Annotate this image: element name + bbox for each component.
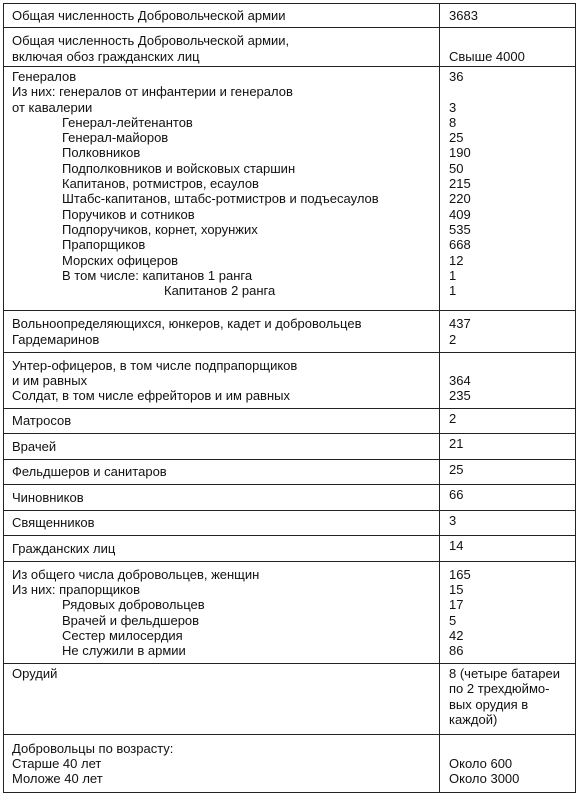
label-text: Капитанов, ротмистров, есаулов (62, 176, 259, 192)
label-text: Подполковников и войсковых старшин (62, 160, 296, 176)
value-cell (440, 511, 575, 535)
value-text: 3 (449, 99, 457, 115)
value-text: 165 (449, 566, 471, 582)
label-text: Морских офицеров (62, 252, 179, 268)
value-cell (440, 409, 575, 433)
value-cell (440, 664, 575, 734)
table-row (4, 460, 575, 485)
value-text: 3683 (449, 7, 478, 23)
value-text: 3 (449, 513, 457, 528)
value-text: Свыше 4000 (449, 48, 525, 64)
label-text: Врачей и фельдшеров (62, 612, 200, 628)
label-cell (4, 28, 440, 66)
label-text: Старше 40 лет (12, 755, 102, 771)
value-text: 220 (449, 191, 471, 207)
value-text (449, 358, 567, 373)
label-text: и им равных (12, 372, 88, 388)
army-composition-table (3, 3, 576, 793)
value-cell (440, 67, 575, 310)
value-text: 17 (449, 597, 464, 613)
label-text: Не служили в армии (62, 643, 186, 659)
value-text: 86 (449, 643, 464, 659)
value-text: 409 (449, 206, 471, 222)
label-cell (4, 409, 440, 433)
value-text (449, 84, 567, 99)
table-row (4, 434, 575, 460)
value-cell (440, 735, 575, 792)
label-text: Капитанов 2 ранга (164, 283, 276, 299)
table-row (4, 562, 575, 664)
label-text: Общая численность Добровольческой армии (12, 7, 286, 23)
value-text: Около 600 (449, 755, 513, 771)
value-text: 190 (449, 145, 471, 161)
table-row (4, 485, 575, 511)
label-text: Гардемаринов (12, 331, 100, 347)
value-text: 21 (449, 436, 464, 451)
value-text: 8 (четыре батареи (449, 666, 560, 681)
label-text: Моложе 40 лет (12, 771, 103, 787)
value-text: 25 (449, 462, 464, 477)
label-text: Гражданских лиц (12, 540, 116, 556)
table-row (4, 536, 575, 562)
label-text: Из них: прапорщиков (12, 581, 141, 597)
label-text: Сестер милосердия (62, 627, 183, 643)
label-cell (4, 434, 440, 459)
value-text: 12 (449, 252, 464, 268)
label-text: Фельдшеров и санитаров (12, 464, 167, 480)
label-cell (4, 562, 440, 663)
label-text: Вольноопределяющихся, юнкеров, кадет и добровольцев (12, 316, 362, 332)
value-text: 437 (449, 316, 471, 332)
value-text: 42 (449, 627, 464, 643)
label-text: Унтер-офицеров, в том числе подпрапорщиков (12, 357, 298, 373)
label-text: Священников (12, 515, 95, 531)
table-row (4, 735, 575, 792)
table-row (4, 28, 575, 67)
label-text: Солдат, в том числе ефрейторов и им равных (12, 388, 290, 404)
label-cell (4, 735, 440, 792)
table-row (4, 511, 575, 536)
label-cell (4, 664, 440, 734)
value-text: 36 (449, 69, 464, 84)
value-text: 215 (449, 176, 471, 192)
label-text: Орудий (12, 666, 58, 681)
label-text: Рядовых добровольцев (62, 597, 205, 613)
label-cell (4, 511, 440, 535)
value-cell (440, 4, 575, 27)
label-cell (4, 485, 440, 510)
value-text: вых орудия в (449, 696, 529, 712)
table-row (4, 311, 575, 353)
value-text: 235 (449, 388, 471, 404)
table-row (4, 353, 575, 409)
label-text: Поручиков и сотников (62, 206, 195, 222)
value-text: 50 (449, 160, 464, 176)
label-cell (4, 311, 440, 352)
label-text: Подпоручиков, корнет, хорунжих (62, 221, 258, 237)
label-cell (4, 4, 440, 27)
value-text: 1 (449, 283, 457, 299)
value-text: 535 (449, 221, 471, 237)
label-text: Из общего числа добровольцев, женщин (12, 566, 260, 582)
value-cell (440, 485, 575, 510)
label-text: Генералов (12, 69, 77, 84)
table-row (4, 4, 575, 28)
label-cell (4, 67, 440, 310)
value-text: по 2 трехдюймо- (449, 681, 550, 697)
label-text: В том числе: капитанов 1 ранга (62, 267, 253, 283)
value-cell (440, 28, 575, 66)
label-cell (4, 460, 440, 484)
table-row (4, 409, 575, 434)
table-row (4, 664, 575, 735)
value-text: 5 (449, 612, 457, 628)
label-cell (4, 536, 440, 561)
label-text: Штабс-капитанов, штабс-ротмистров и подъесаулов (62, 191, 379, 207)
label-text: Врачей (12, 438, 57, 454)
value-text: каждой) (449, 711, 498, 727)
value-text: Около 3000 (449, 771, 520, 787)
value-cell (440, 353, 575, 408)
value-cell (440, 536, 575, 561)
value-text: 15 (449, 581, 464, 597)
value-cell (440, 562, 575, 663)
value-text: 668 (449, 237, 471, 253)
value-text (449, 741, 567, 756)
value-text: 14 (449, 538, 464, 553)
value-text: 364 (449, 372, 471, 388)
value-cell (440, 311, 575, 352)
value-text: 66 (449, 487, 464, 502)
value-text: 1 (449, 267, 457, 283)
value-cell (440, 460, 575, 484)
value-text: 2 (449, 411, 457, 426)
label-text: Генерал-майоров (62, 130, 169, 146)
label-text: Прапорщиков (62, 237, 146, 253)
value-text: 8 (449, 114, 457, 130)
value-text: 25 (449, 130, 464, 146)
label-text: Чиновников (12, 489, 84, 505)
label-text: Из них: генералов от инфантерии и генералов (12, 84, 293, 100)
label-text: от кавалерии (12, 99, 93, 115)
label-text: включая обоз гражданских лиц (12, 48, 200, 64)
label-text: Матросов (12, 413, 72, 429)
label-text: Общая численность Добровольческой армии, (12, 33, 290, 49)
value-cell (440, 434, 575, 459)
label-text: Генерал-лейтенантов (62, 114, 193, 130)
table-row (4, 67, 575, 311)
label-cell (4, 353, 440, 408)
value-text: 2 (449, 331, 457, 347)
label-text: Добровольцы по возрасту: (12, 740, 174, 756)
label-text: Полковников (62, 145, 141, 161)
